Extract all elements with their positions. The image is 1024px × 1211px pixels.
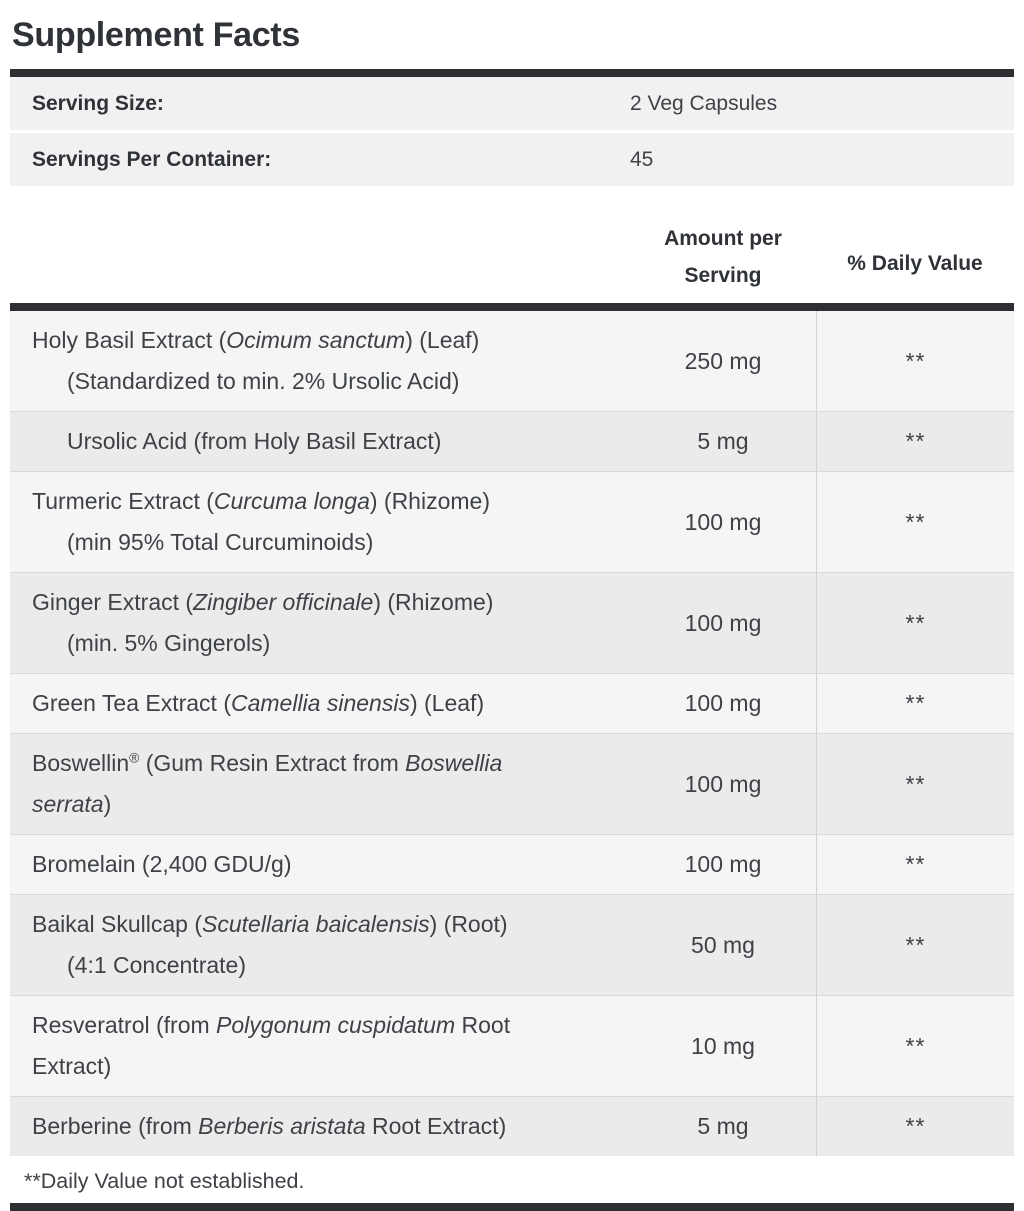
header-divider-bar bbox=[10, 303, 1014, 311]
daily-value-cell: ** bbox=[816, 1097, 1014, 1156]
ingredient-line bbox=[10, 421, 630, 462]
amount-cell: 100 mg bbox=[684, 690, 762, 716]
ingredient-name-cell bbox=[10, 573, 630, 673]
daily-value-header: % Daily Value bbox=[847, 252, 983, 275]
ingredient-name-cell bbox=[10, 674, 630, 733]
text-segment: ) (Leaf) bbox=[405, 327, 480, 353]
text-segment: Scutellaria baicalensis bbox=[202, 911, 430, 937]
text-segment: Ocimum sanctum bbox=[226, 327, 406, 353]
daily-value-cell: ** bbox=[816, 734, 1014, 834]
ingredient-line bbox=[10, 1046, 630, 1087]
amount-cell: 100 mg bbox=[684, 851, 762, 877]
amount-cell: 250 mg bbox=[684, 347, 762, 374]
text-segment: Green Tea Extract ( bbox=[32, 690, 231, 716]
daily-value-cell: ** bbox=[816, 996, 1014, 1096]
ingredient-row bbox=[10, 311, 1014, 411]
ingredient-row bbox=[10, 471, 1014, 572]
serving-size-value: 2 Veg Capsules bbox=[630, 91, 778, 115]
daily-value-cell: ** bbox=[816, 311, 1014, 411]
text-segment: (min. 5% Gingerols) bbox=[67, 630, 271, 656]
text-segment: (Standardized to min. 2% Ursolic Acid) bbox=[67, 368, 460, 394]
daily-value-cell: ** bbox=[816, 412, 1014, 471]
amount-cell: 100 mg bbox=[684, 508, 762, 535]
ingredient-row bbox=[10, 834, 1014, 894]
footnote: **Daily Value not established. bbox=[24, 1169, 305, 1193]
text-segment: Root Extract) bbox=[365, 1113, 507, 1139]
ingredient-row bbox=[10, 673, 1014, 733]
ingredient-line bbox=[10, 683, 630, 724]
amount-cell: 5 mg bbox=[697, 1113, 749, 1139]
daily-value-cell: ** bbox=[816, 835, 1014, 894]
amount-cell: 5 mg bbox=[697, 428, 749, 454]
text-segment: (min 95% Total Curcuminoids) bbox=[67, 529, 374, 555]
daily-value-cell: ** bbox=[816, 674, 1014, 733]
text-segment: ) bbox=[103, 791, 112, 817]
ingredient-name-cell bbox=[10, 734, 630, 834]
ingredient-name-cell bbox=[10, 472, 630, 572]
supplement-facts-panel bbox=[10, 0, 1014, 1211]
text-segment: Bromelain (2,400 GDU/g) bbox=[32, 851, 292, 877]
text-segment: Ginger Extract ( bbox=[32, 589, 194, 615]
amount-cell: 50 mg bbox=[691, 931, 755, 958]
text-segment: Boswellin bbox=[32, 750, 130, 776]
text-segment: (Gum Resin Extract from bbox=[139, 750, 406, 776]
text-segment: Resveratrol (from bbox=[32, 1012, 217, 1038]
ingredient-name-cell bbox=[10, 895, 630, 995]
ingredient-line bbox=[10, 784, 630, 825]
top-divider-bar bbox=[10, 69, 1014, 77]
text-segment: Boswellia bbox=[405, 750, 503, 776]
text-segment: Polygonum cuspidatum bbox=[216, 1012, 456, 1038]
ingredient-line bbox=[10, 582, 630, 623]
ingredient-line bbox=[10, 945, 630, 986]
amount-per-serving-header bbox=[630, 220, 816, 294]
text-segment: Camellia sinensis bbox=[231, 690, 410, 716]
ingredient-name-cell bbox=[10, 996, 630, 1096]
servings-per-container-row bbox=[10, 133, 1014, 186]
text-segment: serrata bbox=[32, 791, 104, 817]
amount-cell: 100 mg bbox=[684, 609, 762, 636]
ingredient-name-cell bbox=[10, 835, 630, 894]
ingredient-line bbox=[10, 623, 630, 664]
ingredient-row bbox=[10, 995, 1014, 1096]
ingredient-name-cell bbox=[10, 412, 630, 471]
text-segment: Turmeric Extract ( bbox=[32, 488, 214, 514]
text-segment: Root bbox=[455, 1012, 511, 1038]
serving-size-label: Serving Size: bbox=[32, 91, 164, 115]
ingredient-name-cell bbox=[10, 311, 630, 411]
text-segment: Curcuma longa bbox=[213, 488, 370, 514]
ingredients-table-body bbox=[10, 311, 1014, 1156]
servings-per-container-value: 45 bbox=[630, 147, 654, 171]
ingredient-line bbox=[10, 743, 630, 784]
daily-value-cell: ** bbox=[816, 895, 1014, 995]
bottom-divider-bar bbox=[10, 1203, 1014, 1211]
ingredient-line bbox=[10, 361, 630, 402]
amount-header-line2: Serving bbox=[684, 264, 762, 287]
panel-title: Supplement Facts bbox=[12, 16, 301, 54]
text-segment: Extract) bbox=[32, 1053, 112, 1079]
amount-header-line1: Amount per bbox=[664, 227, 782, 250]
ingredient-row bbox=[10, 894, 1014, 995]
ingredient-line bbox=[10, 522, 630, 563]
text-segment: ® bbox=[129, 750, 140, 766]
ingredient-line bbox=[10, 481, 630, 522]
ingredient-row bbox=[10, 572, 1014, 673]
text-segment: Berberis aristata bbox=[198, 1113, 366, 1139]
amount-cell: 10 mg bbox=[691, 1032, 755, 1059]
ingredient-line bbox=[10, 904, 630, 945]
text-segment: ) (Rhizome) bbox=[369, 488, 490, 514]
ingredient-row bbox=[10, 411, 1014, 471]
ingredient-line bbox=[10, 1106, 630, 1147]
ingredient-line bbox=[10, 320, 630, 361]
text-segment: (4:1 Concentrate) bbox=[67, 952, 246, 978]
serving-size-row bbox=[10, 77, 1014, 130]
ingredient-line bbox=[10, 844, 630, 885]
text-segment: ) (Rhizome) bbox=[373, 589, 494, 615]
text-segment: Berberine (from bbox=[32, 1113, 199, 1139]
amount-cell: 100 mg bbox=[684, 770, 762, 797]
text-segment: Holy Basil Extract ( bbox=[32, 327, 227, 353]
column-headers bbox=[10, 186, 1014, 303]
daily-value-cell: ** bbox=[816, 472, 1014, 572]
ingredient-row bbox=[10, 1096, 1014, 1156]
text-segment: ) (Leaf) bbox=[409, 690, 485, 716]
servings-per-container-label: Servings Per Container: bbox=[32, 147, 272, 171]
ingredient-line bbox=[10, 1005, 630, 1046]
text-segment: Zingiber officinale bbox=[193, 589, 374, 615]
serving-info-block bbox=[10, 77, 1014, 186]
text-segment: ) (Root) bbox=[429, 911, 508, 937]
text-segment: Ursolic Acid (from Holy Basil Extract) bbox=[67, 428, 442, 454]
text-segment: Baikal Skullcap ( bbox=[32, 911, 203, 937]
ingredient-row bbox=[10, 733, 1014, 834]
daily-value-cell: ** bbox=[816, 573, 1014, 673]
ingredient-name-cell bbox=[10, 1097, 630, 1156]
